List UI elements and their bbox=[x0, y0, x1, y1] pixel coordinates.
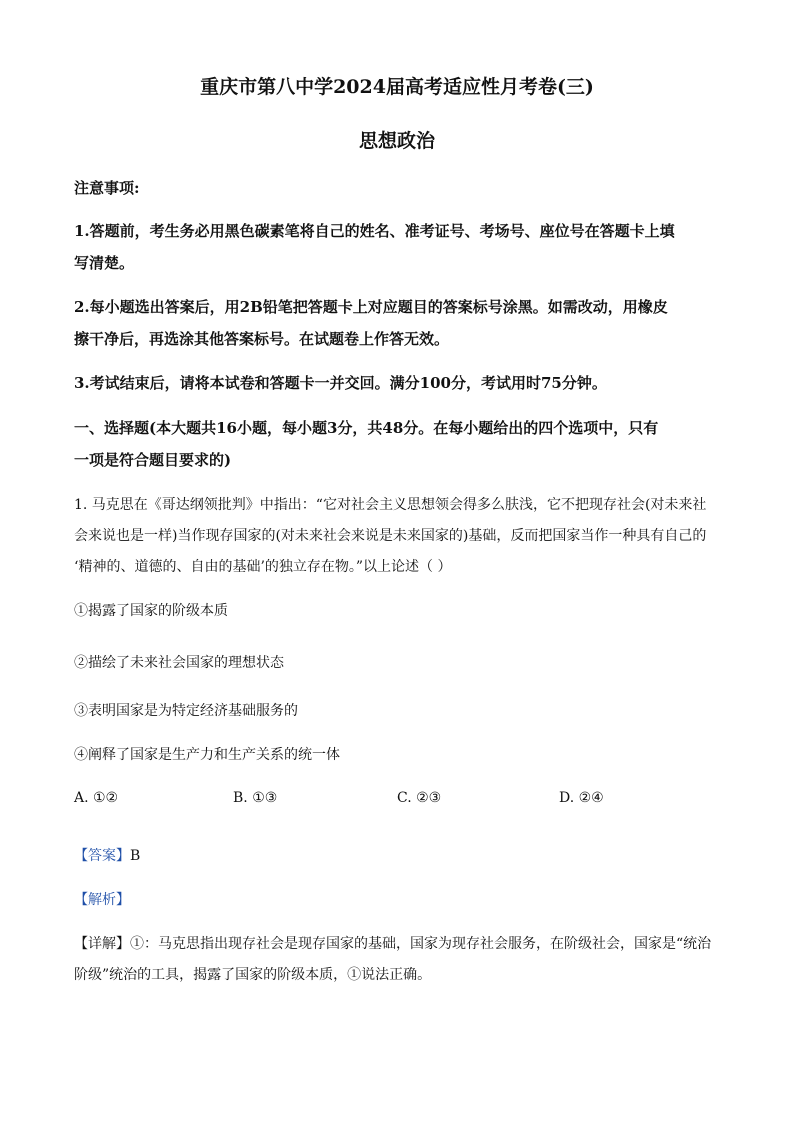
detail-tag: 【详解】 bbox=[74, 936, 130, 952]
question-1-stem-line-2: 会来说也是一样)当作现存国家的(对未来社会来说是未来国家的)基础，反而把国家当作一种具有自己的 bbox=[74, 528, 707, 544]
statement-4: ④阐释了国家是生产力和生产关系的统一体 bbox=[74, 747, 340, 763]
statement-3: ③表明国家是为特定经济基础服务的 bbox=[74, 703, 298, 719]
notice-item-1-line-1: 1.答题前，考生务必用黑色碳素笔将自己的姓名、准考证号、考场号、座位号在答题卡上填 bbox=[74, 222, 675, 240]
subject-title: 思想政治 bbox=[358, 130, 435, 152]
detail-text-1: ①：马克思指出现存社会是现存国家的基础，国家为现存社会服务，在阶级社会，国家是“统治 bbox=[130, 936, 712, 952]
analysis-line bbox=[74, 889, 720, 909]
option-a: A. ①② bbox=[74, 790, 119, 806]
answer-tag: 【答案】 bbox=[74, 848, 130, 864]
question-1-stem-line-3: ‘精神的、道德的、自由的基础’的独立存在物。”以上论述（ ） bbox=[74, 559, 452, 575]
statement-1: ①揭露了国家的阶级本质 bbox=[74, 603, 228, 619]
question-1-stem-line-1: 1. 马克思在《哥达纲领批判》中指出：“它对社会主义思想领会得多么肤浅，它不把现存社会(对未来社 bbox=[74, 497, 707, 513]
analysis-tag: 【解析】 bbox=[74, 892, 130, 908]
answer-line bbox=[74, 845, 720, 865]
notice-item-1-line-2: 写清楚。 bbox=[74, 254, 135, 272]
detail-line-1 bbox=[74, 933, 720, 953]
exam-title: 重庆市第八中学2024届高考适应性月考卷(三) bbox=[200, 76, 594, 98]
option-b: B. ①③ bbox=[233, 790, 278, 806]
notice-item-2-line-1: 2.每小题选出答案后，用2B铅笔把答题卡上对应题目的答案标号涂黑。如需改动，用橡皮 bbox=[74, 298, 668, 316]
section-heading-line-1: 一、选择题(本大题共16小题，每小题3分，共48分。在每小题给出的四个选项中，只有 bbox=[74, 419, 659, 437]
notice-item-2-line-2: 擦干净后，再选涂其他答案标号。在试题卷上作答无效。 bbox=[74, 330, 450, 348]
notice-heading: 注意事项: bbox=[74, 179, 140, 197]
option-c: C. ②③ bbox=[397, 790, 442, 806]
answer-value: B bbox=[130, 848, 141, 864]
option-d: D. ②④ bbox=[559, 790, 604, 806]
notice-item-3: 3.考试结束后，请将本试卷和答题卡一并交回。满分100分，考试用时75分钟。 bbox=[74, 374, 607, 392]
detail-line-2: 阶级”统治的工具，揭露了国家的阶级本质，①说法正确。 bbox=[74, 967, 432, 983]
section-heading-line-2: 一项是符合题目要求的) bbox=[74, 451, 232, 469]
statement-2: ②描绘了未来社会国家的理想状态 bbox=[74, 655, 284, 671]
